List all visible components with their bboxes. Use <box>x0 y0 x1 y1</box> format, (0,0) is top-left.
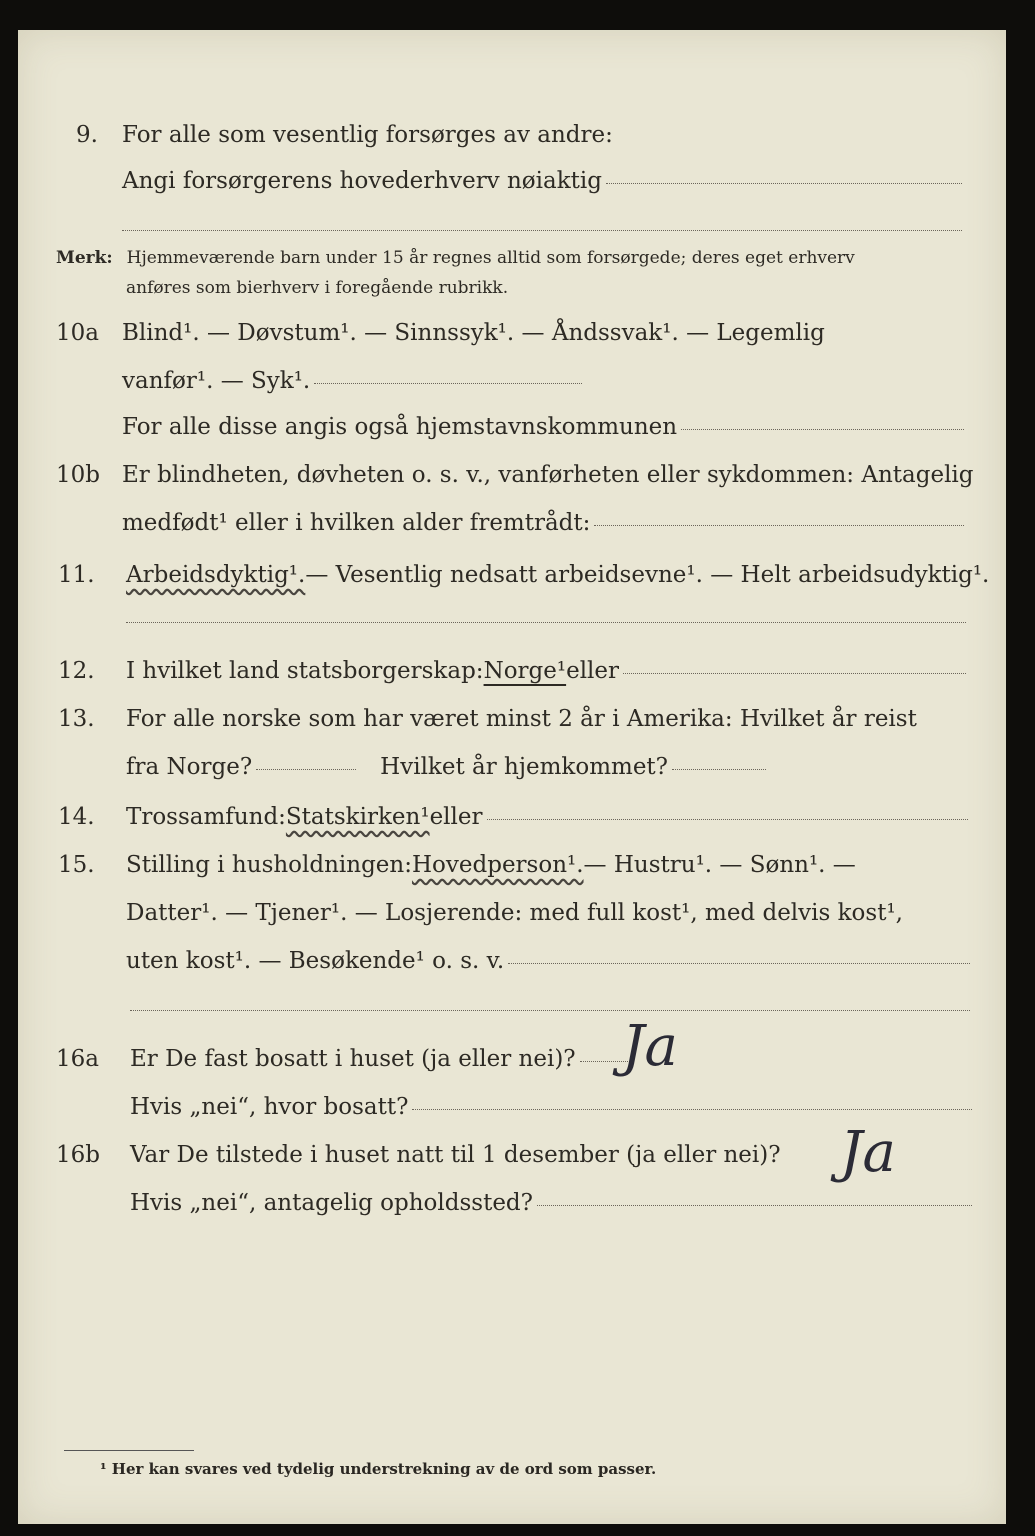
q16a-bosatt-field[interactable] <box>412 1108 972 1110</box>
q10a-syk-field[interactable] <box>314 382 582 384</box>
merk-line2: anføres som bierhverv i foregående rubrikk. <box>126 278 509 298</box>
q11-arbeidsdyktig-option[interactable]: Arbeidsdyktig¹. <box>126 562 306 588</box>
q9-line1: For alle som vesentlig forsørges av andre: <box>122 122 613 148</box>
q10a-line2 <box>122 368 582 394</box>
q13-line2b: Hvilket år hjemkommet? <box>380 754 669 780</box>
q16b-line1: Var De tilstede i huset natt til 1 desember (ja eller nei)? <box>130 1142 781 1168</box>
q10a-line3 <box>122 414 964 440</box>
divider <box>122 230 962 231</box>
divider <box>130 1010 970 1011</box>
footnote-rule <box>64 1450 194 1451</box>
q15-pre: Stilling i husholdningen: <box>126 852 412 878</box>
q13-number: 13. <box>58 706 95 732</box>
q16b-line2-text: Hvis „nei“, antagelig opholdssted? <box>130 1190 533 1216</box>
q16a-line1-text: Er De fast bosatt i huset (ja eller nei)? <box>130 1046 576 1072</box>
q16b-handwritten-answer: Ja <box>840 1120 896 1185</box>
q10b-answer-field[interactable] <box>594 524 964 526</box>
q15-line3 <box>126 948 970 974</box>
q11-line <box>126 562 989 588</box>
merk-line1 <box>56 248 855 268</box>
q11-number: 11. <box>58 562 95 588</box>
q10b-number: 10b <box>56 462 100 488</box>
q14-line <box>126 804 968 830</box>
q15-number: 15. <box>58 852 95 878</box>
footnote: ¹ Her kan svares ved tydelig understrekning av de ord som passer. <box>100 1460 657 1478</box>
q16b-opholdssted-field[interactable] <box>537 1204 972 1206</box>
q16b-number: 16b <box>56 1142 100 1168</box>
q10b-line2-text: medfødt¹ eller i hvilken alder fremtrådt: <box>122 510 591 536</box>
q16a-line2 <box>130 1094 972 1120</box>
q15-answer-field[interactable] <box>508 962 970 964</box>
q9-number: 9. <box>76 122 98 148</box>
q14-answer-field[interactable] <box>487 818 969 820</box>
q15-hovedperson-option[interactable]: Hovedperson¹. <box>411 852 584 878</box>
q10b-line1: Er blindheten, døvheten o. s. v., vanførheten eller sykdommen: Antagelig <box>122 462 974 488</box>
q13-line2 <box>126 754 766 780</box>
q10b-line2 <box>122 510 964 536</box>
q13-reist-field[interactable] <box>256 768 356 770</box>
q12-answer-field[interactable] <box>623 672 966 674</box>
q13-line2a: fra Norge? <box>126 754 253 780</box>
q12-line <box>126 658 966 684</box>
q16a-line2-text: Hvis „nei“, hvor bosatt? <box>130 1094 409 1120</box>
q15-line3-text: uten kost¹. — Besøkende¹ o. s. v. <box>126 948 505 974</box>
merk-label: Merk: <box>56 248 113 268</box>
q9-line2 <box>122 168 962 194</box>
q16b-line2 <box>130 1190 972 1216</box>
q11-rest: — Vesentlig nedsatt arbeidsevne¹. — Helt arbeidsudyktig¹. <box>305 562 990 588</box>
q10a-line1: Blind¹. — Døvstum¹. — Sinnssyk¹. — Åndssvak¹. — Legemlig <box>122 320 825 346</box>
q12-number: 12. <box>58 658 95 684</box>
q16a-line1 <box>130 1046 630 1072</box>
q12-pre: I hvilket land statsborgerskap: <box>126 658 484 684</box>
merk-text1: Hjemmeværende barn under 15 år regnes alltid som forsørgede; deres eget erhverv <box>126 248 855 268</box>
q16a-number: 16a <box>56 1046 99 1072</box>
q10a-line2-text: vanfør¹. — Syk¹. <box>122 368 311 394</box>
q14-number: 14. <box>58 804 95 830</box>
q9-line2-text: Angi forsørgerens hovederhverv nøiaktig <box>122 168 602 194</box>
q14-pre: Trossamfund: <box>126 804 286 830</box>
form-page <box>18 30 1006 1524</box>
q10a-hjemstavn-field[interactable] <box>681 428 964 430</box>
q15-line1 <box>126 852 856 878</box>
q12-norge-option[interactable]: Norge¹ <box>483 658 567 684</box>
q13-hjemkommet-field[interactable] <box>672 768 766 770</box>
q13-line1: For alle norske som har været minst 2 år i Amerika: Hvilket år reist <box>126 706 917 732</box>
divider <box>126 622 966 623</box>
q14-statskirken-option[interactable]: Statskirken¹ <box>285 804 430 830</box>
q14-post: eller <box>429 804 483 830</box>
q12-post: eller <box>566 658 620 684</box>
q16a-handwritten-answer: Ja <box>622 1014 678 1079</box>
q10a-number: 10a <box>56 320 99 346</box>
q9-answer-field[interactable] <box>606 182 962 184</box>
q15-rest1: — Hustru¹. — Sønn¹. — <box>583 852 856 878</box>
q15-line2: Datter¹. — Tjener¹. — Losjerende: med full kost¹, med delvis kost¹, <box>126 900 903 926</box>
q10a-line3-text: For alle disse angis også hjemstavnskommunen <box>122 414 678 440</box>
